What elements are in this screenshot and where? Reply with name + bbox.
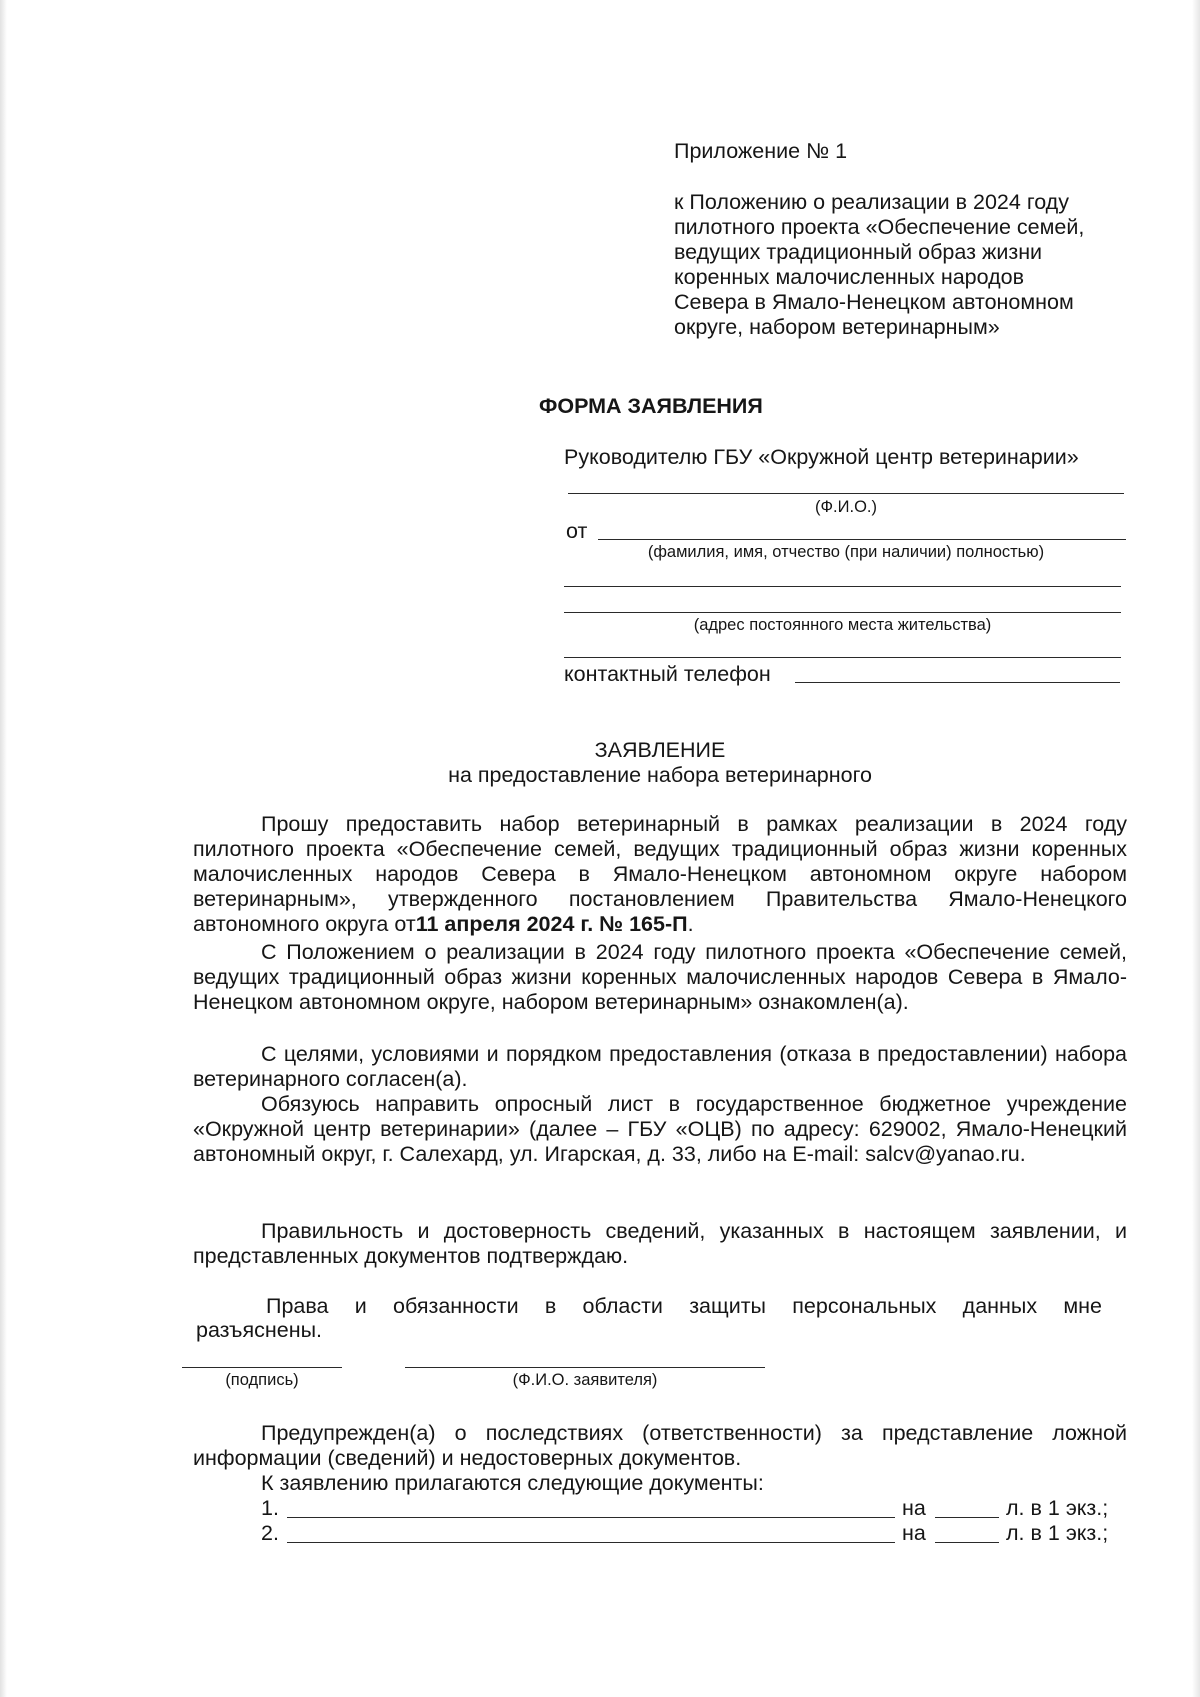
form-title: ФОРМА ЗАЯВЛЕНИЯ xyxy=(539,394,763,418)
annex-line: коренных малочисленных народов xyxy=(674,265,1025,289)
annex-line: к Положению о реализации в 2024 году xyxy=(674,190,1069,214)
signature-line[interactable] xyxy=(182,1367,342,1368)
consent-paragraph: С целями, условиями и порядком предоставления (отказа в предоставлении) набора ветеринарного согласен(а). xyxy=(193,1042,1127,1091)
address-line-1[interactable] xyxy=(564,586,1121,587)
attachment-pages-line[interactable] xyxy=(935,1517,999,1518)
scan-right-edge xyxy=(1192,0,1200,1697)
address-line-2[interactable] xyxy=(564,612,1121,613)
from-label: от xyxy=(566,519,588,543)
applicant-name-line[interactable] xyxy=(598,539,1126,540)
attachment-number: 1. xyxy=(261,1496,279,1520)
phone-field-line[interactable] xyxy=(795,682,1120,683)
statement-title: ЗАЯВЛЕНИЕ xyxy=(594,738,726,762)
applicant-fio-caption: (Ф.И.О. заявителя) xyxy=(512,1371,658,1389)
annex-line: Севера в Ямало-Ненецком автономном xyxy=(674,290,1074,314)
signature-caption: (подпись) xyxy=(225,1371,299,1389)
applicant-fio-line[interactable] xyxy=(405,1367,765,1368)
personal-data-paragraph-end: разъяснены. xyxy=(196,1318,323,1342)
attachment-pages-line[interactable] xyxy=(935,1542,999,1543)
attachment-number: 2. xyxy=(261,1521,279,1545)
fio-caption: (Ф.И.О.) xyxy=(815,498,877,516)
request-paragraph: Прошу предоставить набор ветеринарный в рамках реализации в 2024 году пилотного проекта «Обеспечение семей, ведущих традиционный образ жизни коренных малочисленных народов Севера в Ямало-Ненецком автономном округе набором ветеринарным», утвержденного постановлением Правительства Ямало-Ненецкого автономного округа от11 апреля 2024 г. № 165-П. xyxy=(193,812,1127,936)
scan-left-edge xyxy=(0,0,7,1697)
statement-subtitle: на предоставление набора ветеринарного xyxy=(448,763,872,787)
address-caption: (адрес постоянного места жительства) xyxy=(693,616,992,634)
decree-reference: 11 апреля 2024 г. № 165-П xyxy=(415,912,688,936)
attachment-suffix: л. в 1 экз.; xyxy=(1006,1521,1109,1545)
applicant-caption: (фамилия, имя, отчество (при наличии) полностью) xyxy=(647,543,1045,561)
address-line-3[interactable] xyxy=(564,657,1121,658)
attachment-suffix: л. в 1 экз.; xyxy=(1006,1496,1109,1520)
warning-paragraph: Предупрежден(а) о последствиях (ответственности) за представление ложной информации (сведений) и недостоверных документов. xyxy=(193,1421,1127,1470)
phone-label: контактный телефон xyxy=(564,662,771,686)
annex-line: округе, набором ветеринарным» xyxy=(674,315,1000,339)
regulation-paragraph: С Положением о реализации в 2024 году пилотного проекта «Обеспечение семей, ведущих традиционный образ жизни коренных малочисленных народов Севера в Ямало-Ненецком автономном округе, набором ветеринарным» ознакомлен(а). xyxy=(193,940,1127,1014)
fio-field-line[interactable] xyxy=(568,493,1124,494)
attachments-intro: К заявлению прилагаются следующие документы: xyxy=(261,1471,764,1495)
attachment-on-label: на xyxy=(902,1521,926,1545)
recipient-line: Руководителю ГБУ «Окружной центр ветеринарии» xyxy=(564,445,1079,469)
annex-line: ведущих традиционный образ жизни xyxy=(674,240,1043,264)
attachment-name-line[interactable] xyxy=(287,1517,895,1518)
obligation-paragraph: Обязуюсь направить опросный лист в государственное бюджетное учреждение «Окружной центр ветеринарии» (далее – ГБУ «ОЦВ) по адресу: 629002, Ямало-Ненецкий автономный округ, г. Салехард, ул. Игарская, д. 33, либо на E-mail: salcv@yanao.ru. xyxy=(193,1092,1127,1166)
attachment-on-label: на xyxy=(902,1496,926,1520)
annex-line: пилотного проекта «Обеспечение семей, xyxy=(674,215,1085,239)
attachment-name-line[interactable] xyxy=(287,1542,895,1543)
annex-title: Приложение № 1 xyxy=(674,139,848,163)
personal-data-paragraph: Права и обязанности в области защиты персональных данных мне xyxy=(266,1294,1102,1318)
accuracy-paragraph: Правильность и достоверность сведений, указанных в настоящем заявлении, и представленных документов подтверждаю. xyxy=(193,1219,1127,1268)
